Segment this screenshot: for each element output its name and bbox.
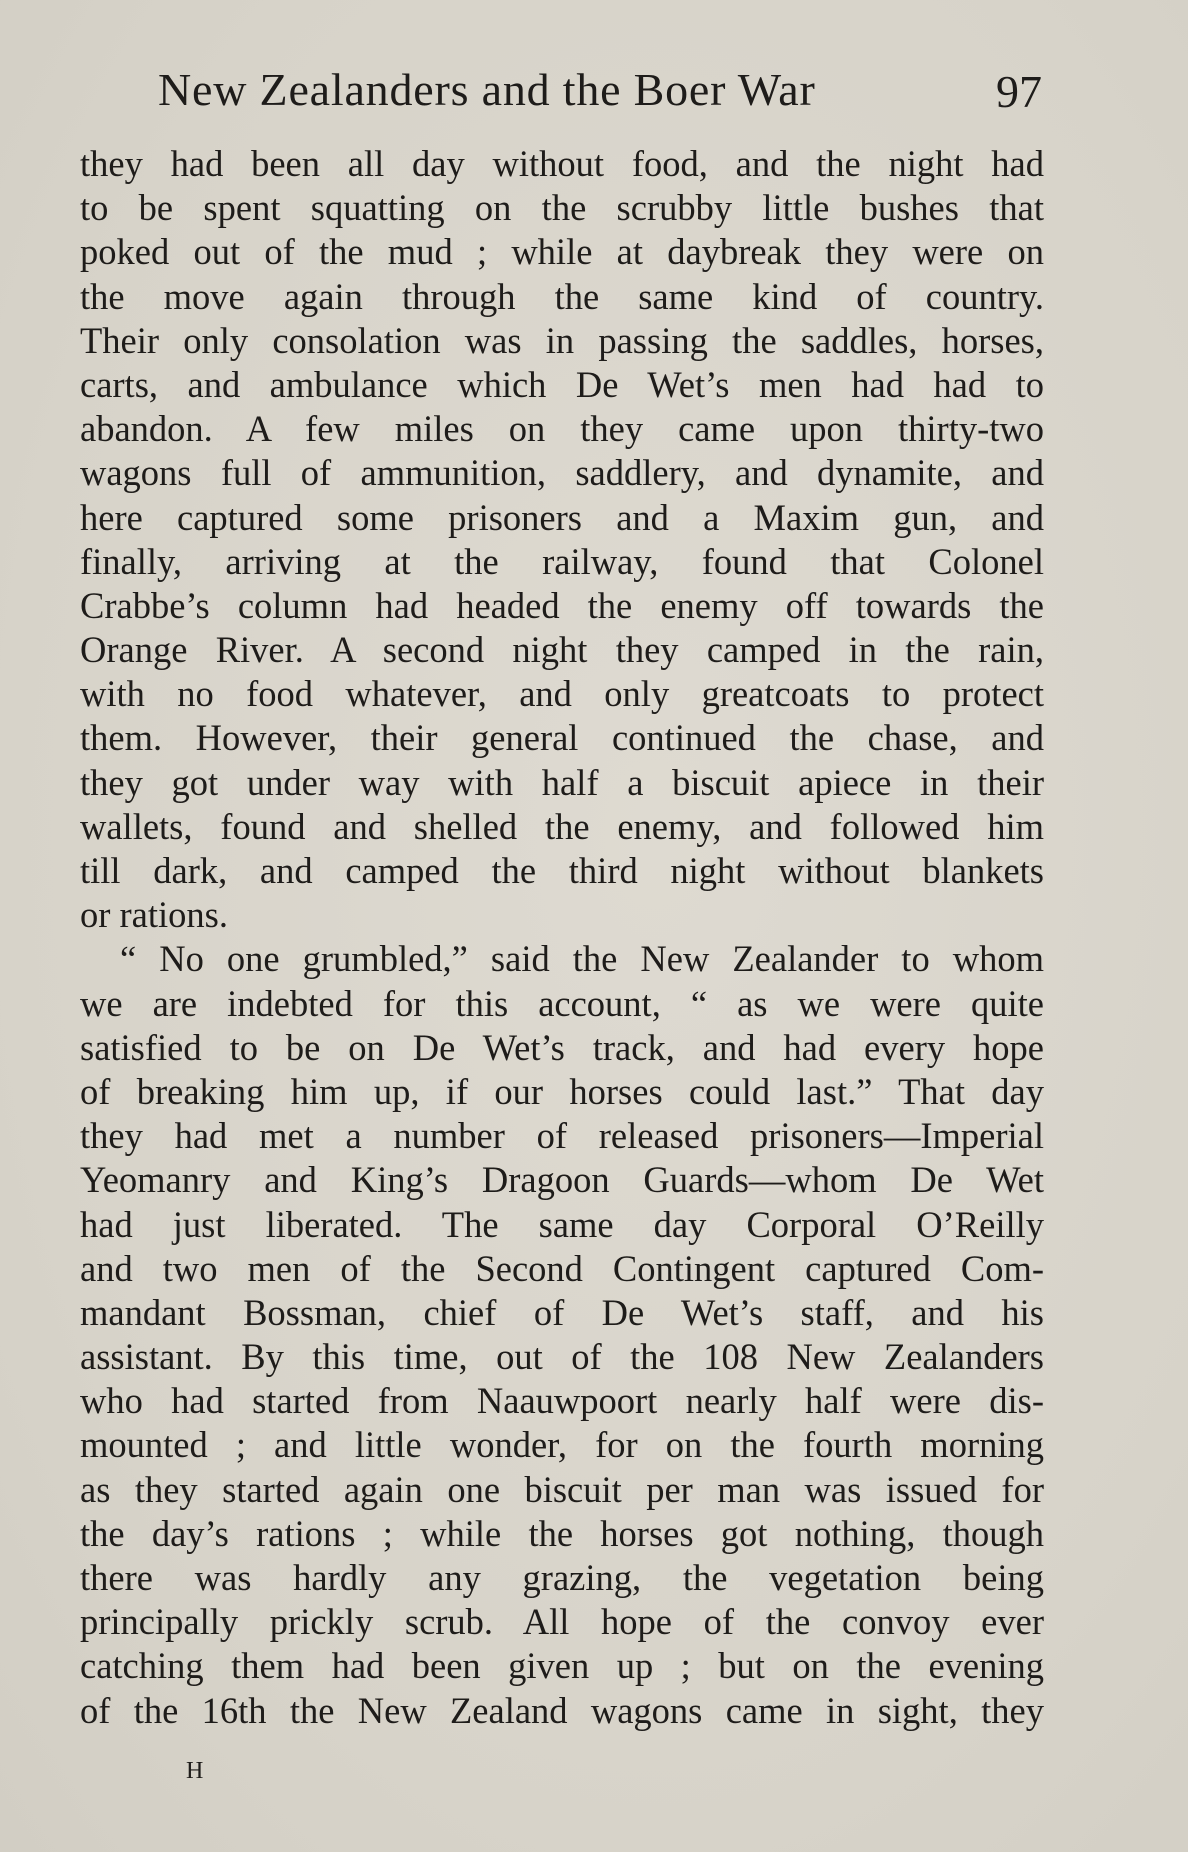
text-line: we are indebted for this account, “ as we were quite	[80, 982, 1044, 1024]
text-line: Their only consolation was in passing the saddles, horses,	[80, 319, 1044, 361]
running-head	[82, 60, 1042, 120]
text-line: till dark, and camped the third night without blankets	[80, 850, 1044, 891]
paragraph-start-line: “ No one grumbled,” said the New Zealander to whom	[120, 938, 1044, 980]
text-line: who had started from Naauwpoort nearly half were dis-	[80, 1380, 1044, 1422]
text-line: with no food whatever, and only greatcoats to protect	[80, 673, 1044, 715]
text-line: the move again through the same kind of country.	[80, 275, 1044, 317]
text-line: Yeomanry and King’s Dragoon Guards—whom De Wet	[80, 1159, 1044, 1201]
text-line: carts, and ambulance which De Wet’s men had had to	[80, 363, 1044, 405]
signature-mark: H	[186, 1758, 205, 1784]
text-line: assistant. By this time, out of the 108 New Zealanders	[80, 1336, 1044, 1378]
text-line: them. However, their general continued the chase, and	[80, 717, 1044, 759]
text-line: they got under way with half a biscuit apiece in their	[80, 761, 1044, 803]
text-line: principally prickly scrub. All hope of the convoy ever	[80, 1601, 1044, 1643]
text-line: poked out of the mud ; while at daybreak they were on	[80, 231, 1044, 273]
text-line: as they started again one biscuit per man was issued for	[80, 1468, 1044, 1510]
text-line: to be spent squatting on the scrubby little bushes that	[80, 187, 1044, 229]
text-line: catching them had been given up ; but on the evening	[80, 1645, 1044, 1687]
text-line: they had been all day without food, and the night had	[80, 143, 1044, 184]
text-line: of breaking him up, if our horses could last.” That day	[80, 1070, 1044, 1112]
text-line: wallets, found and shelled the enemy, and followed him	[80, 805, 1044, 847]
text-line: abandon. A few miles on they came upon thirty-two	[80, 408, 1044, 450]
text-line: and two men of the Second Contingent captured Com-	[80, 1247, 1044, 1289]
text-line: wagons full of ammunition, saddlery, and dynamite, and	[80, 452, 1044, 494]
text-line: of the 16th the New Zealand wagons came in sight, they	[80, 1689, 1044, 1731]
text-line: mounted ; and little wonder, for on the fourth morning	[80, 1424, 1044, 1466]
paragraph-end-line: or rations.	[80, 894, 228, 936]
text-line: had just liberated. The same day Corporal O’Reilly	[80, 1203, 1044, 1245]
text-line: mandant Bossman, chief of De Wet’s staff, and his	[80, 1291, 1044, 1333]
body-text	[80, 142, 1044, 1733]
running-title: New Zealanders and the Boer War	[158, 64, 816, 115]
text-line: they had met a number of released prisoners—Imperial	[80, 1115, 1044, 1157]
text-line: finally, arriving at the railway, found that Colonel	[80, 540, 1044, 582]
text-line: here captured some prisoners and a Maxim gun, and	[80, 496, 1044, 538]
page-number: 97	[996, 66, 1042, 117]
text-line: there was hardly any grazing, the vegetation being	[80, 1557, 1044, 1598]
text-line: Orange River. A second night they camped in the rain,	[80, 629, 1044, 671]
text-line: satisfied to be on De Wet’s track, and had every hope	[80, 1026, 1044, 1068]
text-line: the day’s rations ; while the horses got nothing, though	[80, 1512, 1044, 1554]
text-line: Crabbe’s column had headed the enemy off towards the	[80, 584, 1044, 626]
